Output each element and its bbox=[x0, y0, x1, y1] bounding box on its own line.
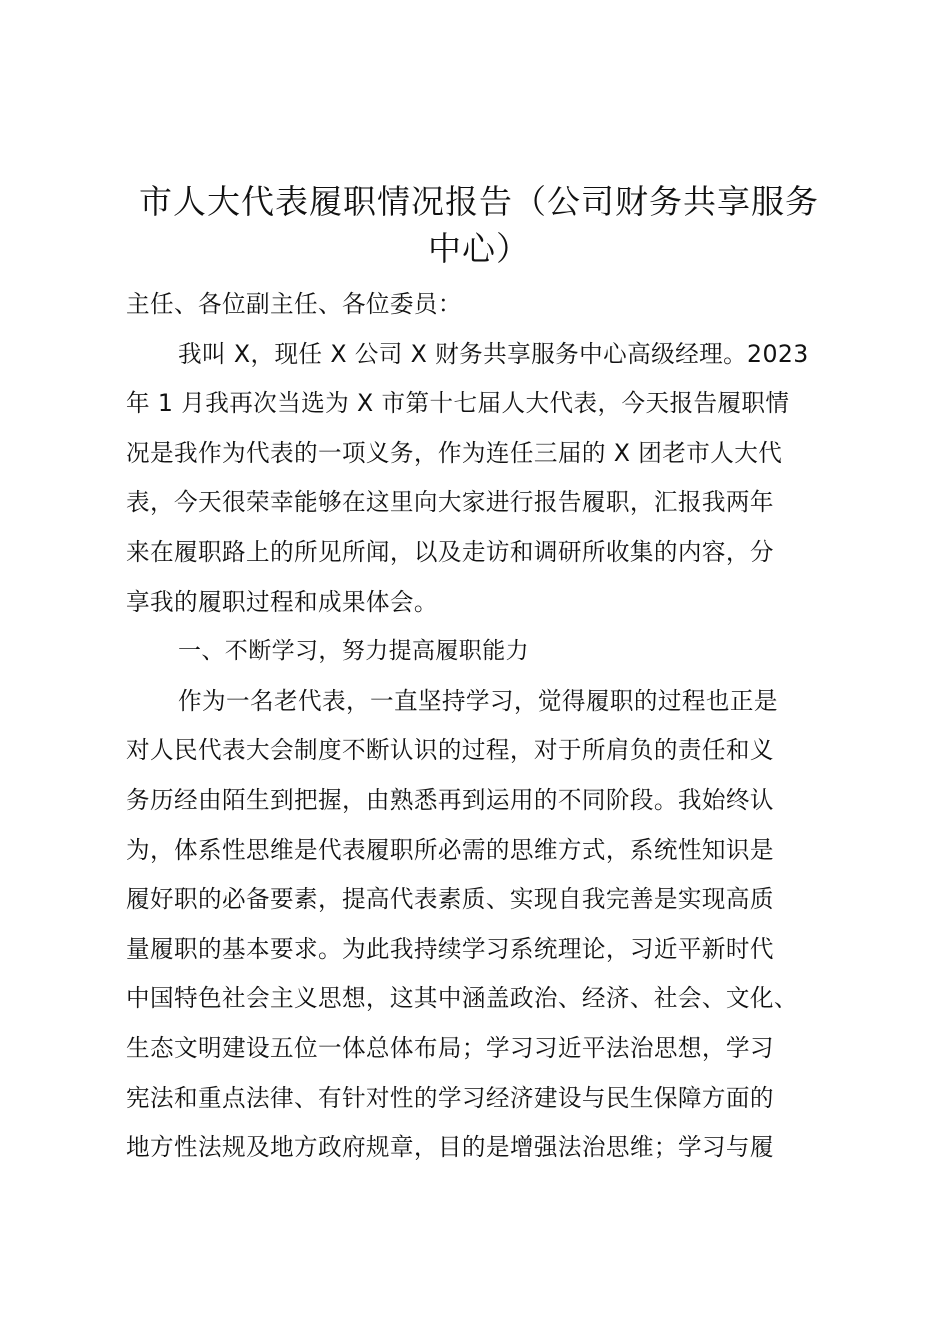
title-line-1: 市人大代表履职情况报告（公司财务共享服务 bbox=[139, 182, 819, 221]
paragraph-line: 为，体系性思维是代表履职所必需的思维方式，系统性知识是 bbox=[126, 835, 774, 864]
paragraph-line: 地方性法规及地方政府规章，目的是增强法治思维；学习与履 bbox=[126, 1133, 774, 1162]
document-title bbox=[118, 178, 840, 272]
salutation: 主任、各位副主任、各位委员： bbox=[126, 290, 462, 318]
paragraph-line: 来在履职路上的所见所闻，以及走访和调研所收集的内容，分 bbox=[126, 537, 774, 566]
paragraph-line: 我叫 X，现任 X 公司 X 财务共享服务中心高级经理。2023 bbox=[178, 339, 809, 368]
paragraph-line: 履好职的必备要素，提高代表素质、实现自我完善是实现高质 bbox=[126, 885, 774, 914]
paragraph-line: 作为一名老代表，一直坚持学习，觉得履职的过程也正是 bbox=[178, 686, 778, 715]
paragraph-line: 务历经由陌生到把握，由熟悉再到运用的不同阶段。我始终认 bbox=[126, 785, 774, 814]
document-body bbox=[126, 280, 838, 1173]
paragraph-line: 况是我作为代表的一项义务，作为连任三届的 X 团老市人大代 bbox=[126, 438, 783, 467]
paragraph-line: 表，今天很荣幸能够在这里向大家进行报告履职，汇报我两年 bbox=[126, 488, 774, 517]
paragraph-1 bbox=[126, 330, 838, 628]
paragraph-2 bbox=[126, 677, 838, 1173]
paragraph-line: 生态文明建设五位一体总体布局；学习习近平法治思想，学习 bbox=[126, 1033, 774, 1062]
paragraph-line: 对人民代表大会制度不断认识的过程，对于所肩负的责任和义 bbox=[126, 736, 774, 765]
paragraph-line: 享我的履职过程和成果体会。 bbox=[126, 587, 438, 616]
paragraph-line: 年 1 月我再次当选为 X 市第十七届人大代表，今天报告履职情 bbox=[126, 389, 790, 418]
section-heading: 一、不断学习，努力提高履职能力 bbox=[178, 638, 529, 665]
paragraph-line: 量履职的基本要求。为此我持续学习系统理论，习近平新时代 bbox=[126, 934, 774, 963]
paragraph-line: 中国特色社会主义思想，这其中涵盖政治、经济、社会、文化、 bbox=[126, 984, 798, 1013]
paragraph-line: 宪法和重点法律、有针对性的学习经济建设与民生保障方面的 bbox=[126, 1083, 774, 1112]
title-line-2: 中心） bbox=[428, 229, 530, 268]
